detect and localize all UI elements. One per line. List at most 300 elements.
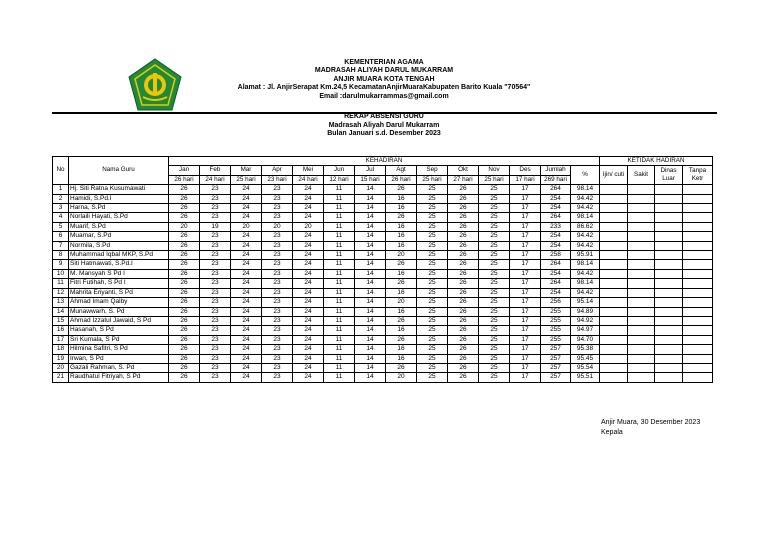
month-attendance: 17: [510, 213, 541, 222]
absence-cell: [655, 222, 683, 231]
teacher-name: Gazali Rahman, S. Pd: [69, 363, 169, 372]
month-attendance: 24: [293, 204, 324, 213]
month-attendance: 23: [262, 373, 293, 382]
sakit-header: Sakit: [628, 166, 655, 185]
absence-cell: [683, 213, 713, 222]
ijin-cuti-header: Ijin/ cuti: [600, 166, 628, 185]
month-attendance: 17: [510, 241, 541, 250]
month-attendance: 24: [293, 260, 324, 269]
month-attendance: 17: [510, 326, 541, 335]
absence-cell: [600, 251, 628, 260]
month-attendance: 23: [262, 326, 293, 335]
month-attendance: 23: [262, 316, 293, 325]
month-attendance: 26: [169, 251, 200, 260]
month-attendance: 26: [448, 307, 479, 316]
absence-cell: [655, 288, 683, 297]
month-attendance: 14: [355, 298, 386, 307]
attendance-total: 257: [541, 363, 571, 372]
month-attendance: 23: [200, 288, 231, 297]
row-number: 5: [53, 222, 69, 231]
month-header: Okt: [448, 166, 479, 175]
absence-cell: [600, 363, 628, 372]
month-attendance: 11: [324, 316, 355, 325]
attendance-percent: 95.45: [571, 354, 600, 363]
table-row: [53, 316, 713, 325]
month-attendance: 23: [200, 335, 231, 344]
absence-cell: [683, 204, 713, 213]
month-attendance: 16: [386, 222, 417, 231]
month-attendance: 17: [510, 222, 541, 231]
absence-cell: [655, 298, 683, 307]
absence-cell: [683, 288, 713, 297]
month-attendance: 17: [510, 204, 541, 213]
month-attendance: 16: [386, 345, 417, 354]
row-number: 3: [53, 204, 69, 213]
month-attendance: 26: [448, 204, 479, 213]
month-header: Mei: [293, 166, 324, 175]
month-attendance: 23: [262, 354, 293, 363]
attendance-total: 257: [541, 345, 571, 354]
month-attendance: 26: [169, 213, 200, 222]
row-number: 14: [53, 307, 69, 316]
attendance-total: 255: [541, 316, 571, 325]
table-row: [53, 204, 713, 213]
month-attendance: 11: [324, 307, 355, 316]
absence-cell: [628, 298, 655, 307]
month-attendance: 25: [479, 354, 510, 363]
row-number: 2: [53, 194, 69, 203]
month-attendance: 20: [231, 222, 262, 231]
month-attendance: 26: [169, 298, 200, 307]
month-attendance: 20: [386, 298, 417, 307]
month-attendance: 23: [262, 241, 293, 250]
month-attendance: 26: [448, 354, 479, 363]
month-attendance: 23: [200, 194, 231, 203]
attendance-percent: 95.51: [571, 373, 600, 382]
month-attendance: 25: [417, 269, 448, 278]
table-row: [53, 335, 713, 344]
month-attendance: 23: [200, 260, 231, 269]
row-number: 4: [53, 213, 69, 222]
absence-cell: [628, 279, 655, 288]
absence-cell: [600, 269, 628, 278]
month-attendance: 26: [448, 185, 479, 194]
absence-cell: [600, 316, 628, 325]
absence-cell: [683, 194, 713, 203]
month-attendance: 23: [200, 326, 231, 335]
month-attendance: 14: [355, 288, 386, 297]
absence-cell: [628, 241, 655, 250]
teacher-name: Sri Kumala, S Pd: [69, 335, 169, 344]
month-attendance: 24: [231, 213, 262, 222]
absence-cell: [628, 335, 655, 344]
days-header: 25 hari: [479, 175, 510, 184]
month-attendance: 26: [169, 241, 200, 250]
month-attendance: 14: [355, 373, 386, 382]
attendance-percent: 98.14: [571, 185, 600, 194]
month-attendance: 11: [324, 354, 355, 363]
month-attendance: 24: [231, 185, 262, 194]
teacher-name: Muamar, S.Pd: [69, 232, 169, 241]
teacher-name: Ahmad Izzatul Jawaid, S Pd: [69, 316, 169, 325]
attendance-total: 255: [541, 307, 571, 316]
month-attendance: 25: [479, 345, 510, 354]
month-header: Feb: [200, 166, 231, 175]
month-attendance: 11: [324, 363, 355, 372]
table-row: [53, 213, 713, 222]
row-number: 18: [53, 345, 69, 354]
month-attendance: 16: [386, 241, 417, 250]
month-attendance: 23: [262, 194, 293, 203]
absence-cell: [600, 345, 628, 354]
row-number: 17: [53, 335, 69, 344]
absence-cell: [628, 307, 655, 316]
attendance-percent: 94.42: [571, 241, 600, 250]
month-header: Des: [510, 166, 541, 175]
attendance-total: 254: [541, 241, 571, 250]
absence-cell: [683, 298, 713, 307]
month-attendance: 17: [510, 373, 541, 382]
absence-cell: [600, 298, 628, 307]
month-attendance: 14: [355, 316, 386, 325]
month-attendance: 16: [386, 232, 417, 241]
absence-cell: [600, 279, 628, 288]
school-name: MADRASAH ALIYAH DARUL MUKARRAM: [314, 67, 454, 75]
month-attendance: 25: [479, 326, 510, 335]
row-number: 7: [53, 241, 69, 250]
month-attendance: 23: [200, 251, 231, 260]
absence-cell: [628, 222, 655, 231]
table-row: [53, 279, 713, 288]
month-header: Mar: [231, 166, 262, 175]
absence-cell: [683, 241, 713, 250]
month-attendance: 24: [231, 363, 262, 372]
month-attendance: 11: [324, 213, 355, 222]
row-number: 10: [53, 269, 69, 278]
table-row: [53, 326, 713, 335]
month-attendance: 24: [231, 260, 262, 269]
month-attendance: 25: [417, 326, 448, 335]
teacher-name: Siti Hatmawati, S.Pd.I: [69, 260, 169, 269]
month-attendance: 24: [293, 316, 324, 325]
month-attendance: 23: [262, 345, 293, 354]
school-email: Email :darulmukarrammas@gmail.com: [319, 92, 449, 100]
month-attendance: 23: [262, 260, 293, 269]
absence-cell: [655, 279, 683, 288]
teacher-name: Hasanah, S Pd: [69, 326, 169, 335]
month-attendance: 25: [479, 222, 510, 231]
month-attendance: 11: [324, 222, 355, 231]
attendance-total: 257: [541, 354, 571, 363]
month-attendance: 17: [510, 345, 541, 354]
absence-cell: [655, 373, 683, 382]
absence-cell: [628, 354, 655, 363]
month-attendance: 23: [262, 288, 293, 297]
month-attendance: 24: [293, 363, 324, 372]
month-attendance: 23: [262, 204, 293, 213]
attendance-percent: 94.42: [571, 204, 600, 213]
month-attendance: 23: [262, 185, 293, 194]
month-attendance: 24: [231, 335, 262, 344]
month-attendance: 23: [262, 269, 293, 278]
month-attendance: 26: [448, 213, 479, 222]
month-attendance: 23: [262, 213, 293, 222]
month-attendance: 14: [355, 251, 386, 260]
month-attendance: 24: [231, 194, 262, 203]
table-row: [53, 269, 713, 278]
month-attendance: 14: [355, 241, 386, 250]
month-attendance: 25: [417, 298, 448, 307]
report-school: Madrasah Aliyah Darul Mukarram: [328, 121, 440, 129]
month-attendance: 26: [448, 335, 479, 344]
report-period: Bulan Januari s.d. Desember 2023: [327, 130, 441, 138]
absence-cell: [683, 185, 713, 194]
letterhead: [200, 59, 568, 101]
days-header: 26 hari: [386, 175, 417, 184]
month-attendance: 26: [448, 288, 479, 297]
month-header: Jul: [355, 166, 386, 175]
month-attendance: 26: [169, 326, 200, 335]
table-row: [53, 288, 713, 297]
attendance-total: 264: [541, 185, 571, 194]
row-number: 9: [53, 260, 69, 269]
month-attendance: 14: [355, 232, 386, 241]
month-attendance: 24: [293, 345, 324, 354]
month-attendance: 11: [324, 232, 355, 241]
month-attendance: 25: [417, 232, 448, 241]
attendance-percent: 98.14: [571, 213, 600, 222]
absence-cell: [628, 232, 655, 241]
month-attendance: 25: [417, 316, 448, 325]
absence-cell: [600, 232, 628, 241]
ketidak-hadiran-header: KETIDAK HADIRAN: [600, 157, 713, 166]
month-attendance: 24: [293, 307, 324, 316]
absence-cell: [655, 269, 683, 278]
month-attendance: 24: [231, 326, 262, 335]
absence-cell: [683, 251, 713, 260]
month-attendance: 26: [169, 269, 200, 278]
month-attendance: 25: [417, 251, 448, 260]
month-attendance: 11: [324, 335, 355, 344]
month-attendance: 25: [479, 251, 510, 260]
attendance-table: [52, 156, 713, 383]
attendance-total: 264: [541, 279, 571, 288]
month-attendance: 14: [355, 335, 386, 344]
month-attendance: 25: [417, 260, 448, 269]
month-attendance: 11: [324, 204, 355, 213]
month-attendance: 26: [448, 251, 479, 260]
month-attendance: 23: [200, 316, 231, 325]
days-header: 25 hari: [231, 175, 262, 184]
days-header: 26 hari: [169, 175, 200, 184]
month-attendance: 26: [169, 345, 200, 354]
teacher-name: M. Mansyah S Pd I: [69, 269, 169, 278]
month-header: Apr: [262, 166, 293, 175]
teacher-name: Norlaili Hayati, S.Pd: [69, 213, 169, 222]
month-attendance: 25: [417, 363, 448, 372]
month-attendance: 26: [448, 194, 479, 203]
month-attendance: 23: [200, 241, 231, 250]
month-attendance: 24: [293, 269, 324, 278]
month-attendance: 26: [169, 194, 200, 203]
absence-cell: [655, 307, 683, 316]
report-title: REKAP ABSENSI GURU: [344, 113, 424, 120]
month-attendance: 23: [262, 363, 293, 372]
month-attendance: 24: [231, 251, 262, 260]
table-row: [53, 185, 713, 194]
absence-cell: [683, 363, 713, 372]
table-row: [53, 222, 713, 231]
table-row: [53, 241, 713, 250]
attendance-total: 233: [541, 222, 571, 231]
month-attendance: 17: [510, 269, 541, 278]
attendance-percent: 94.89: [571, 307, 600, 316]
attendance-total: 257: [541, 373, 571, 382]
absence-cell: [600, 241, 628, 250]
absence-cell: [600, 204, 628, 213]
month-attendance: 25: [417, 373, 448, 382]
month-attendance: 11: [324, 185, 355, 194]
attendance-percent: 86.62: [571, 222, 600, 231]
month-attendance: 23: [200, 269, 231, 278]
month-attendance: 23: [200, 345, 231, 354]
absence-cell: [628, 185, 655, 194]
days-header: 27 hari: [448, 175, 479, 184]
absence-cell: [628, 373, 655, 382]
attendance-total: 264: [541, 260, 571, 269]
attendance-total: 254: [541, 204, 571, 213]
attendance-percent: 94.97: [571, 326, 600, 335]
month-attendance: 24: [293, 354, 324, 363]
absence-cell: [655, 213, 683, 222]
month-attendance: 25: [417, 335, 448, 344]
month-attendance: 25: [479, 241, 510, 250]
month-attendance: 25: [479, 288, 510, 297]
table-row: [53, 298, 713, 307]
month-attendance: 17: [510, 251, 541, 260]
month-attendance: 24: [231, 232, 262, 241]
month-attendance: 24: [293, 335, 324, 344]
month-attendance: 23: [200, 279, 231, 288]
month-attendance: 17: [510, 185, 541, 194]
month-attendance: 23: [200, 204, 231, 213]
row-number: 11: [53, 279, 69, 288]
month-attendance: 14: [355, 185, 386, 194]
table-row: [53, 232, 713, 241]
month-attendance: 26: [169, 316, 200, 325]
month-attendance: 25: [417, 213, 448, 222]
absence-cell: [628, 269, 655, 278]
absence-cell: [628, 345, 655, 354]
month-attendance: 23: [262, 251, 293, 260]
table-row: [53, 363, 713, 372]
attendance-percent: 95.14: [571, 298, 600, 307]
absence-cell: [628, 213, 655, 222]
table-row: [53, 307, 713, 316]
days-header: 24 hari: [200, 175, 231, 184]
month-attendance: 25: [417, 307, 448, 316]
tanpa-ketr-header: Tanpa Ketr: [683, 166, 713, 185]
attendance-total: 264: [541, 213, 571, 222]
month-attendance: 11: [324, 241, 355, 250]
month-attendance: 11: [324, 373, 355, 382]
dinas-luar-header: Dinas Luar: [655, 166, 683, 185]
teacher-name: Hamidi, S.Pd.I: [69, 194, 169, 203]
table-row: [53, 194, 713, 203]
month-attendance: 26: [169, 185, 200, 194]
teacher-name: Fitri Futihah, S Pd I: [69, 279, 169, 288]
absence-cell: [628, 194, 655, 203]
absence-cell: [683, 316, 713, 325]
attendance-percent: 94.42: [571, 232, 600, 241]
absence-cell: [655, 241, 683, 250]
month-attendance: 24: [293, 185, 324, 194]
absence-cell: [683, 354, 713, 363]
month-attendance: 24: [231, 354, 262, 363]
month-attendance: 14: [355, 194, 386, 203]
month-attendance: 25: [479, 373, 510, 382]
month-attendance: 26: [169, 373, 200, 382]
month-attendance: 25: [479, 335, 510, 344]
absence-cell: [628, 260, 655, 269]
month-attendance: 24: [231, 241, 262, 250]
month-header: Sep: [417, 166, 448, 175]
month-attendance: 25: [417, 204, 448, 213]
attendance-total: 255: [541, 326, 571, 335]
month-header: Nov: [479, 166, 510, 175]
attendance-percent: 94.42: [571, 269, 600, 278]
month-attendance: 20: [262, 222, 293, 231]
days-header: 17 hari: [510, 175, 541, 184]
signature-block: [601, 418, 700, 438]
month-attendance: 23: [262, 335, 293, 344]
month-attendance: 24: [231, 279, 262, 288]
month-attendance: 24: [231, 345, 262, 354]
month-attendance: 14: [355, 363, 386, 372]
month-attendance: 26: [386, 185, 417, 194]
month-attendance: 24: [293, 232, 324, 241]
month-attendance: 26: [169, 279, 200, 288]
attendance-percent: 98.14: [571, 279, 600, 288]
absence-cell: [655, 354, 683, 363]
teacher-name: Mahrita Eriyanti, S Pd: [69, 288, 169, 297]
absence-cell: [600, 335, 628, 344]
absence-cell: [628, 363, 655, 372]
month-attendance: 14: [355, 204, 386, 213]
month-attendance: 14: [355, 354, 386, 363]
row-number: 21: [53, 373, 69, 382]
month-attendance: 17: [510, 194, 541, 203]
month-attendance: 26: [169, 232, 200, 241]
month-attendance: 16: [386, 288, 417, 297]
days-header: 12 hari: [324, 175, 355, 184]
teacher-name: Normila, S.Pd: [69, 241, 169, 250]
absence-cell: [600, 307, 628, 316]
month-attendance: 26: [169, 335, 200, 344]
month-attendance: 11: [324, 194, 355, 203]
month-attendance: 24: [231, 307, 262, 316]
month-attendance: 23: [200, 298, 231, 307]
teacher-name: Ahmad Imam Qalby: [69, 298, 169, 307]
row-number: 8: [53, 251, 69, 260]
col-name-header: Nama Guru: [69, 157, 169, 185]
month-attendance: 25: [479, 185, 510, 194]
month-attendance: 25: [479, 298, 510, 307]
absence-cell: [655, 345, 683, 354]
month-attendance: 23: [262, 279, 293, 288]
month-attendance: 25: [479, 307, 510, 316]
month-attendance: 25: [479, 260, 510, 269]
